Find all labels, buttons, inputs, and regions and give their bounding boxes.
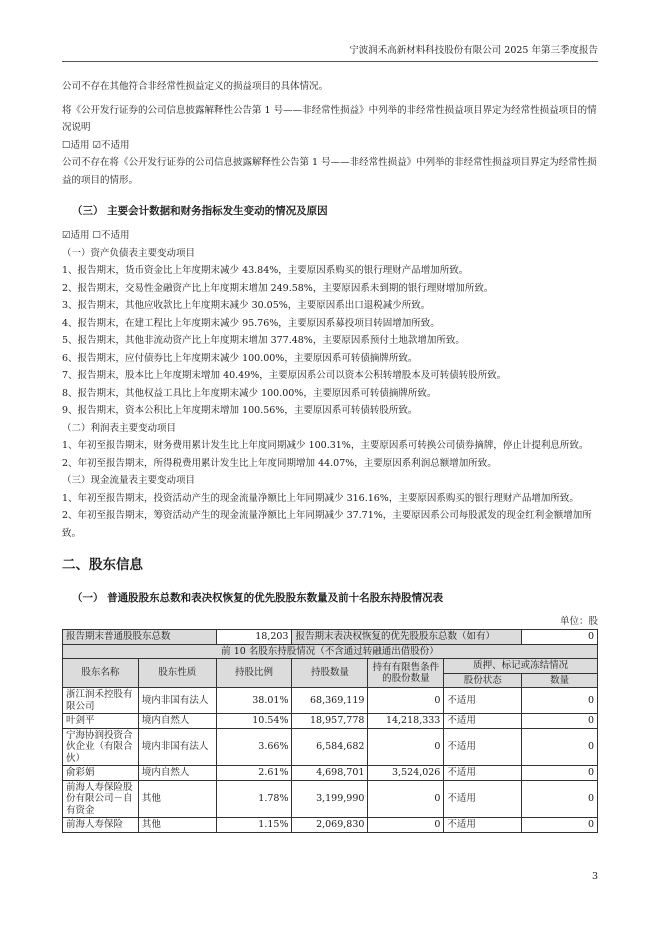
shareholder-name: 宁海协润投资合伙企业（有限合伙） bbox=[63, 728, 139, 766]
preferred-shareholders-label: 报告期末表决权恢复的优先股股东总数（如有） bbox=[292, 630, 522, 645]
list-item: 9、报告期末，资本公积比上年度期末增加 100.56%，主要原因系可转债转股所致。 bbox=[62, 405, 418, 416]
shareholder-ratio: 1.15% bbox=[216, 818, 292, 833]
list-item: 1、年初至报告期末，投资活动产生的现金流量净额比上年同期减少 316.16%，主要原因系购买的银行理财产品增加所致。 bbox=[62, 492, 579, 504]
col-header-pledge-status: 股份状态 bbox=[444, 673, 522, 688]
list-item: 2、年初至报告期末，筹资活动产生的现金流量净额比上年同期减少 37.71%，主要原因系公司每股派发的现金红利金额增加所致。 bbox=[62, 510, 592, 539]
table-banner-row bbox=[63, 644, 598, 659]
table-row bbox=[63, 714, 598, 729]
table-row bbox=[63, 818, 598, 833]
list-item: 6、报告期末，应付债券比上年度期末减少 100.00%，主要原因系可转债摘牌所致。 bbox=[62, 352, 418, 364]
intro-paragraph-1: 公司不存在其他符合非经常性损益定义的损益项目的具体情况。 bbox=[62, 81, 329, 92]
shareholder-restricted: 0 bbox=[368, 818, 444, 833]
pledge-status: 不适用 bbox=[444, 766, 522, 781]
shareholder-count: 2,069,830 bbox=[292, 818, 368, 833]
shareholder-ratio: 38.01% bbox=[216, 688, 292, 714]
table-row bbox=[63, 728, 598, 766]
shareholder-ratio: 1.78% bbox=[216, 780, 292, 818]
list-item: 2、报告期末，交易性金融资产比上年度期末增加 249.58%，主要原因系未到期的银行理财增加所致。 bbox=[62, 282, 494, 294]
pledge-status: 不适用 bbox=[444, 688, 522, 714]
intro-paragraph-2: 将《公开发行证券的公司信息披露解释性公告第 1 号——非经常性损益》中列举的非经常性损益项目界定为经常性损益项目的情况说明 bbox=[62, 104, 597, 133]
shareholder-nature: 境内非国有法人 bbox=[138, 688, 216, 714]
page-content bbox=[62, 78, 598, 833]
shareholder-nature: 境内非国有法人 bbox=[138, 728, 216, 766]
section-heading-3: （三） 主要会计数据和财务指标发生变动的情况及原因 bbox=[72, 205, 328, 217]
unit-label: 单位：股 bbox=[559, 616, 598, 627]
list-item: 4、报告期末，在建工程比上年度期末减少 95.76%，主要原因系募投项目转固增加所致。 bbox=[62, 317, 440, 329]
shareholder-name: 叶剑平 bbox=[63, 714, 139, 729]
col-header-nature: 股东性质 bbox=[138, 659, 216, 688]
shareholder-count: 4,698,701 bbox=[292, 766, 368, 781]
shareholder-count: 6,584,682 bbox=[292, 728, 368, 766]
col-header-name: 股东名称 bbox=[63, 659, 139, 688]
shareholder-ratio: 3.66% bbox=[216, 728, 292, 766]
shareholder-nature: 境内自然人 bbox=[138, 766, 216, 781]
shareholder-count: 18,957,778 bbox=[292, 714, 368, 729]
shareholder-restricted: 14,218,333 bbox=[368, 714, 444, 729]
pledge-count: 0 bbox=[522, 728, 598, 766]
pledge-count: 0 bbox=[522, 780, 598, 818]
shareholder-restricted: 0 bbox=[368, 728, 444, 766]
intro-applicability-check: ☐适用 ☑不适用 bbox=[62, 139, 130, 151]
list-item: 1、年初至报告期末，财务费用累计发生比上年度同期减少 100.31%，主要原因系可转换公司债券摘牌，停止计提利息所致。 bbox=[62, 440, 589, 451]
intro-paragraph-3: 公司不存在将《公开发行证券的公司信息披露解释性公告第 1 号——非经常性损益》中列举的非经常性损益项目界定为经常性损益的项目的情形。 bbox=[62, 157, 597, 186]
table-row bbox=[63, 766, 598, 781]
pledge-status: 不适用 bbox=[444, 714, 522, 729]
page-number: 3 bbox=[592, 871, 599, 882]
section3-applicability-check: ☑适用 ☐不适用 bbox=[62, 230, 130, 241]
col-header-pledge-count: 数量 bbox=[522, 673, 598, 688]
header-rule bbox=[62, 61, 598, 62]
shareholder-subheading: （一） 普通股股东总数和表决权恢复的优先股股东数量及前十名股东持股情况表 bbox=[72, 592, 444, 604]
col-header-count: 持股数量 bbox=[292, 659, 368, 688]
shareholder-name: 前海人寿保险 bbox=[63, 818, 139, 833]
table-row bbox=[63, 688, 598, 714]
shareholder-name: 前海人寿保险股份有限公司－自有资金 bbox=[63, 780, 139, 818]
col-header-restricted: 持有有限售条件的股份数量 bbox=[368, 659, 444, 688]
pledge-count: 0 bbox=[522, 766, 598, 781]
col-header-pledge-group: 质押、标记或冻结情况 bbox=[444, 659, 598, 674]
list-item: 1、报告期末，货币资金比上年度期末减少 43.84%，主要原因系购买的银行理财产品增加所致。 bbox=[62, 265, 469, 276]
table-row bbox=[63, 780, 598, 818]
pledge-count: 0 bbox=[522, 688, 598, 714]
table-summary-row bbox=[63, 630, 598, 645]
shareholder-nature: 境内自然人 bbox=[138, 714, 216, 729]
list-item: 2、年初至报告期末，所得税费用累计发生比上年度同期增加 44.07%，主要原因系利润总额增加所致。 bbox=[62, 457, 497, 469]
pledge-status: 不适用 bbox=[444, 728, 522, 766]
preferred-shareholders-value: 0 bbox=[522, 630, 598, 645]
pledge-count: 0 bbox=[522, 714, 598, 729]
list-item: 3、报告期末，其他应收款比上年度期末减少 30.05%，主要原因系出口退税减少所致。 bbox=[62, 300, 431, 311]
shareholder-count: 3,199,990 bbox=[292, 780, 368, 818]
list-item: 7、报告期末，股本比上年度期末增加 40.49%，主要原因系公司以资本公积转增股本及可转债转股所致。 bbox=[62, 370, 507, 381]
shareholder-name: 俞彩娟 bbox=[63, 766, 139, 781]
pledge-count: 0 bbox=[522, 818, 598, 833]
shareholder-restricted: 3,524,026 bbox=[368, 766, 444, 781]
pledge-status: 不适用 bbox=[444, 780, 522, 818]
list-item: 5、报告期末，其他非流动资产比上年度期末增加 377.48%，主要原因系预付土地款增加所致。 bbox=[62, 335, 465, 346]
shareholder-ratio: 2.61% bbox=[216, 766, 292, 781]
col-header-ratio: 持股比例 bbox=[216, 659, 292, 688]
shareholder-restricted: 0 bbox=[368, 688, 444, 714]
shareholder-restricted: 0 bbox=[368, 780, 444, 818]
part2-heading: 二、股东信息 bbox=[62, 557, 143, 573]
income-statement-list bbox=[62, 437, 598, 472]
cashflow-statement-title: （三）现金流量表主要变动项目 bbox=[62, 475, 196, 486]
income-statement-title: （二）利润表主要变动项目 bbox=[62, 422, 177, 434]
shareholder-name: 浙江润禾控股有限公司 bbox=[63, 688, 139, 714]
pledge-status: 不适用 bbox=[444, 818, 522, 833]
balance-sheet-title: （一）资产负债表主要变动项目 bbox=[62, 247, 196, 259]
total-shareholders-value: 18,203 bbox=[216, 630, 292, 645]
cashflow-statement-list bbox=[62, 490, 598, 543]
total-shareholders-label: 报告期末普通股股东总数 bbox=[63, 630, 217, 645]
shareholder-count: 68,369,119 bbox=[292, 688, 368, 714]
shareholder-nature: 其他 bbox=[138, 780, 216, 818]
shareholder-ratio: 10.54% bbox=[216, 714, 292, 729]
top10-banner: 前 10 名股东持股情况（不含通过转融通出借股份） bbox=[63, 644, 598, 659]
shareholder-table bbox=[62, 629, 598, 833]
shareholder-nature: 其他 bbox=[138, 818, 216, 833]
page-header: 宁波润禾高新材料科技股份有限公司 2025 年第三季度报告 bbox=[349, 45, 598, 56]
balance-sheet-list bbox=[62, 262, 598, 420]
table-header-row bbox=[63, 659, 598, 674]
list-item: 8、报告期末，其他权益工具比上年度期末减少 100.00%，主要原因系可转债摘牌所致。 bbox=[62, 387, 437, 399]
